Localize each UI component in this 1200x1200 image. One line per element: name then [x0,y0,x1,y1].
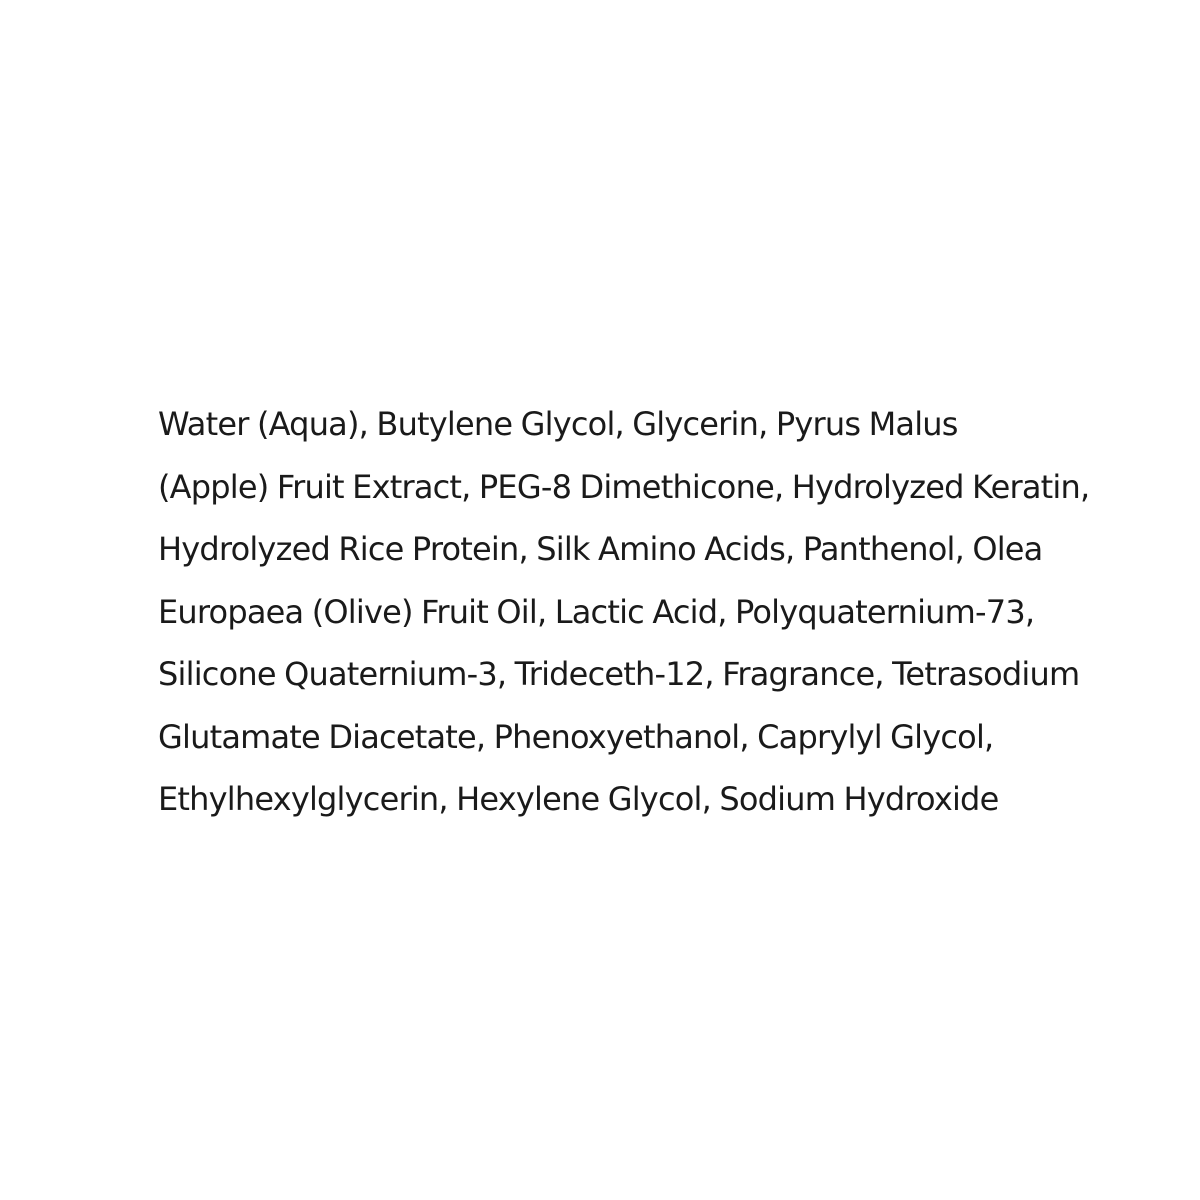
ingredients-line-5: Silicone Quaternium-3, Trideceth-12, Fragrance, Tetrasodium [158,655,1080,693]
ingredients-line-3: Hydrolyzed Rice Protein, Silk Amino Acids, Panthenol, Olea [158,530,1043,568]
ingredients-list [158,398,1138,836]
ingredients-line-2: (Apple) Fruit Extract, PEG-8 Dimethicone, Hydrolyzed Keratin, [158,467,1090,506]
ingredients-line-7: Ethylhexylglycerin, Hexylene Glycol, Sodium Hydroxide [158,780,999,818]
ingredients-line-4: Europaea (Olive) Fruit Oil, Lactic Acid, Polyquaternium-73, [158,592,1035,631]
ingredients-line-1: Water (Aqua), Butylene Glycol, Glycerin, Pyrus Malus [158,405,958,443]
ingredients-line-6: Glutamate Diacetate, Phenoxyethanol, Caprylyl Glycol, [158,717,994,756]
